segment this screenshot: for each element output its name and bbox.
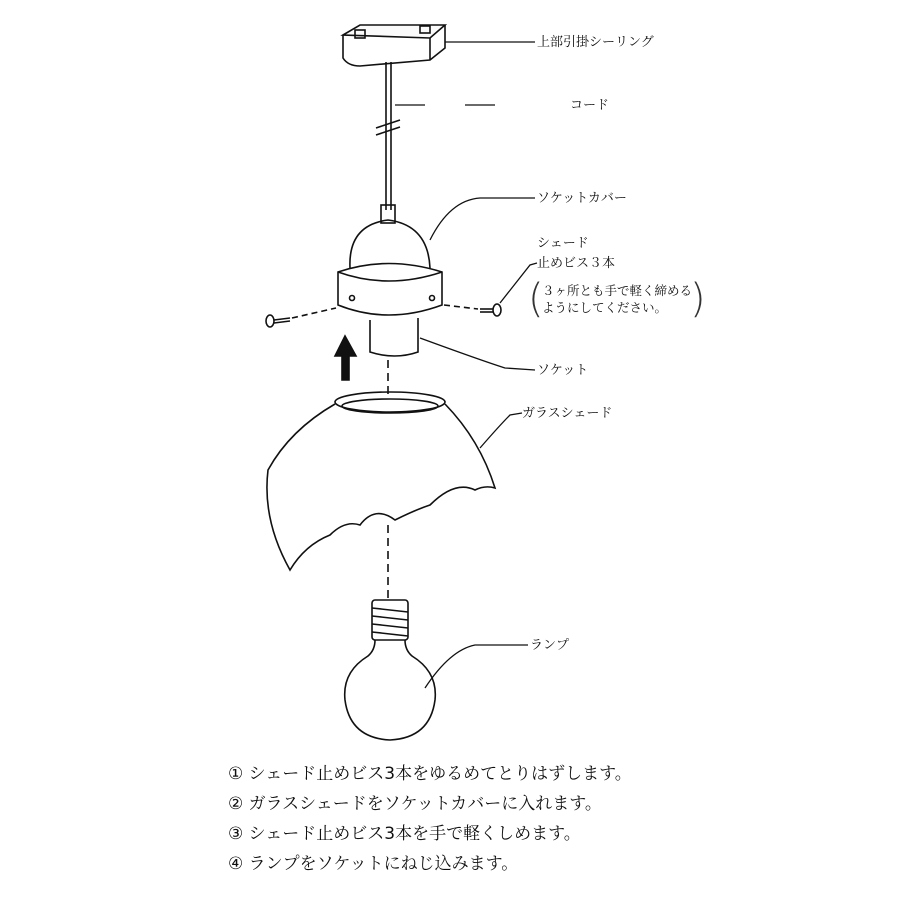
lamp-label: ランプ <box>530 638 570 653</box>
glass-shade-label: ガラスシェード <box>522 406 613 421</box>
cord-label: コード <box>570 98 610 113</box>
paren-open: ( <box>528 276 544 322</box>
step-4: ④ ランプをソケットにねじ込みます。 <box>228 854 519 874</box>
shade-screw-label-line1: シェード <box>537 236 589 251</box>
ceiling-fitting <box>343 25 445 66</box>
paren-close: ) <box>690 276 706 322</box>
socket-label: ソケット <box>537 363 589 378</box>
socket-cover-label: ソケットカバー <box>537 191 627 206</box>
lamp-bulb <box>345 600 436 740</box>
step-2: ② ガラスシェードをソケットカバーに入れます。 <box>228 794 602 814</box>
step-1: ① シェード止めビス3本をゆるめてとりはずします。 <box>228 764 632 784</box>
ceiling-fitting-label: 上部引掛シーリング <box>537 35 654 50</box>
cord <box>376 62 400 223</box>
socket <box>370 318 418 356</box>
leader-lines <box>395 42 537 688</box>
socket-cover <box>338 220 442 315</box>
shade-screw-label-line2: 止めビス３本 <box>537 256 616 271</box>
step-3: ③ シェード止めビス3本を手で軽くしめます。 <box>228 824 581 844</box>
shade-screw-note: ３ヶ所とも手で軽く締めるようにしてください。 <box>542 283 693 315</box>
up-arrow-icon <box>335 336 356 380</box>
glass-shade <box>267 392 495 570</box>
